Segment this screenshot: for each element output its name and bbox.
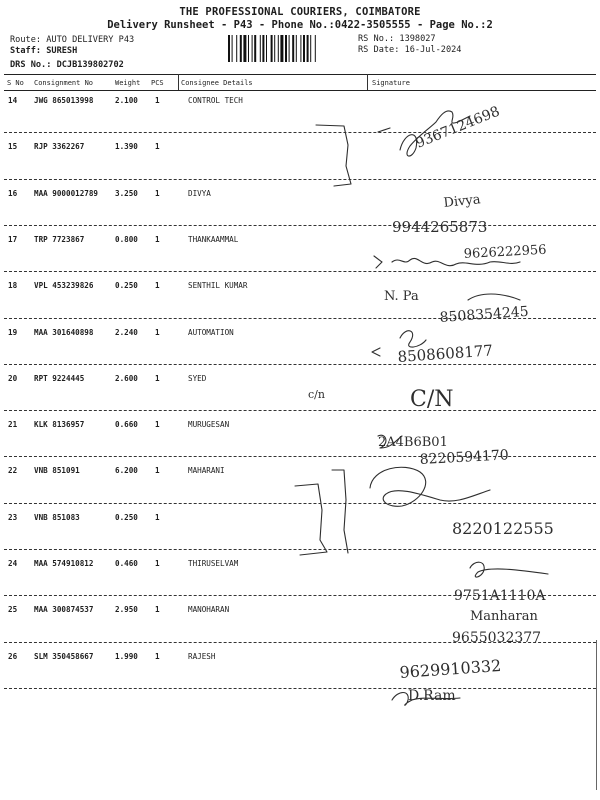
cell-sno: 16 <box>8 188 18 198</box>
staff-label: Staff: SURESH <box>10 46 78 56</box>
cell-sno: 18 <box>8 281 18 291</box>
cell-weight: 0.250 <box>115 281 138 291</box>
cell-consignee: THANKAAMMAL <box>188 234 239 244</box>
cell-consignment-no: MAA 574910812 <box>34 559 94 568</box>
column-header-weight: Weight <box>115 79 141 87</box>
cell-pcs: 1 <box>155 420 160 430</box>
cell-consignment-no: VNB 851083 <box>34 512 80 522</box>
column-header-sno: S No <box>7 79 24 87</box>
cell-pcs: 1 <box>155 373 160 383</box>
rs-date: RS Date: 16-Jul-2024 <box>358 45 462 55</box>
cell-consignee: MAHARANI <box>188 466 225 476</box>
cell-consignee: CONTROL TECH <box>188 96 243 105</box>
cell-weight: 2.100 <box>115 96 138 105</box>
column-header-pcs: PCS <box>151 79 164 87</box>
cell-consignee: SYED <box>188 373 207 383</box>
cell-consignment-no: JWG 865013998 <box>34 96 94 105</box>
cell-sno: 22 <box>8 466 18 476</box>
cell-sno: 25 <box>8 605 18 615</box>
drs-number: DRS No.: DCJB139802702 <box>10 60 124 70</box>
cell-sno: 20 <box>8 373 18 383</box>
cell-consignment-no: SLM 350458667 <box>34 651 94 661</box>
hw-row21-code: 2A4B6B01 <box>378 435 448 450</box>
sig-scribble-18 <box>468 294 520 300</box>
cell-consignment-no: KLK 8136957 <box>34 420 85 430</box>
bracket-mark-14-15 <box>316 125 351 186</box>
cell-consignment-no: RJP 3362267 <box>34 142 85 152</box>
cell-weight: 2.950 <box>115 605 138 615</box>
cell-weight: 0.460 <box>115 559 138 568</box>
route-label: Route: AUTO DELIVERY P43 <box>10 35 135 45</box>
cell-weight: 1.390 <box>115 142 138 152</box>
cell-consignee: RAJESH <box>188 651 216 661</box>
cell-pcs: 1 <box>155 234 160 244</box>
column-header-consignment: Consignment No <box>34 79 94 87</box>
page-edge-line <box>596 640 597 790</box>
cell-weight: 0.660 <box>115 420 138 430</box>
cell-consignee: MURUGESAN <box>188 420 230 430</box>
bracket-mark-22-23 <box>295 484 327 555</box>
hw-row26-name: D.Ram <box>408 688 456 704</box>
cell-sno: 26 <box>8 651 18 661</box>
cell-pcs: 1 <box>155 512 160 522</box>
cell-consignment-no: VPL 453239826 <box>34 281 94 291</box>
cell-pcs: 1 <box>155 605 160 615</box>
cell-consignee: MANOHARAN <box>188 605 230 615</box>
cell-consignee: DIVYA <box>188 188 211 198</box>
cell-sno: 14 <box>8 96 18 105</box>
hw-row25-name: Manharan <box>470 609 538 624</box>
hw-row20-note-large: C/N <box>410 387 454 412</box>
sig-scribble-24 <box>470 562 548 577</box>
cell-sno: 15 <box>8 142 18 152</box>
hw-row25-phone: 9655032377 <box>452 630 542 646</box>
cell-consignment-no: RPT 9224445 <box>34 373 85 383</box>
cell-weight: 2.240 <box>115 327 138 337</box>
hw-row26-phone: 9629910332 <box>398 655 502 682</box>
cell-sno: 21 <box>8 420 18 430</box>
hw-row16-phone: 9944265873 <box>392 218 488 236</box>
cell-weight: 1.990 <box>115 651 138 661</box>
hw-row14-phone: 9367124698 <box>413 103 503 152</box>
cell-consignment-no: VNB 851091 <box>34 466 80 476</box>
hw-row23-phone: 8220122555 <box>452 519 554 538</box>
cell-consignment-no: MAA 300874537 <box>34 605 94 615</box>
cell-weight: 3.250 <box>115 188 138 198</box>
cell-pcs: 1 <box>155 142 160 152</box>
cell-weight: 2.600 <box>115 373 138 383</box>
cell-weight: 6.200 <box>115 466 138 476</box>
column-header-consignee: Consignee Details <box>181 79 253 87</box>
cell-pcs: 1 <box>155 651 160 661</box>
cell-pcs: 1 <box>155 466 160 476</box>
hw-row17-phone: 9626222956 <box>463 242 547 262</box>
cell-pcs: 1 <box>155 188 160 198</box>
cell-sno: 24 <box>8 559 18 568</box>
cell-sno: 19 <box>8 327 18 337</box>
cell-consignment-no: MAA 301640898 <box>34 327 94 337</box>
rs-number: RS No.: 1398027 <box>358 34 436 44</box>
cell-pcs: 1 <box>155 559 160 568</box>
cell-consignee: SENTHIL KUMAR <box>188 281 248 291</box>
cell-pcs: 1 <box>155 281 160 291</box>
cell-pcs: 1 <box>155 96 160 105</box>
cell-sno: 17 <box>8 234 18 244</box>
cell-sno: 23 <box>8 512 18 522</box>
cell-weight: 0.250 <box>115 512 138 522</box>
cell-pcs: 1 <box>155 327 160 337</box>
runsheet-subtitle: Delivery Runsheet - P43 - Phone No.:0422-3505555 - Page No.:2 <box>107 19 493 31</box>
cell-consignment-no: MAA 9000012789 <box>34 188 99 198</box>
cell-consignee: THIRUSELVAM <box>188 559 239 568</box>
hw-row19-phone: 8508608177 <box>397 341 494 366</box>
sig-scribble-22 <box>370 467 490 506</box>
company-title: THE PROFESSIONAL COURIERS, COIMBATORE <box>179 6 421 18</box>
hw-row18-name: N. Pa <box>384 289 419 304</box>
cell-consignment-no: TRP 7723867 <box>34 234 85 244</box>
column-header-signature: Signature <box>372 79 410 87</box>
cell-weight: 0.800 <box>115 234 138 244</box>
hw-row21-phone: 8220594170 <box>419 447 510 468</box>
hw-row20-note-small: c/n <box>308 388 325 401</box>
bracket-mark-22-23b <box>332 470 348 553</box>
hw-row18-phone: 8508354245 <box>439 303 530 326</box>
hw-row16-name: Divya <box>442 192 482 211</box>
cell-consignee: AUTOMATION <box>188 327 234 337</box>
hw-row25-code: 9751A1110A <box>454 588 546 604</box>
